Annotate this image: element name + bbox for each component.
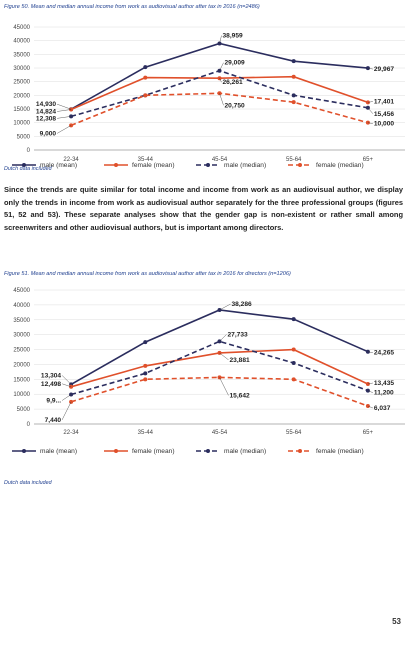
data-point xyxy=(143,377,147,381)
x-tick-label: 65+ xyxy=(362,430,373,436)
data-label: 24,265 xyxy=(373,349,395,357)
legend-swatch-marker xyxy=(206,449,210,453)
data-point xyxy=(69,393,73,397)
x-tick-label: 45-54 xyxy=(211,430,228,436)
data-point xyxy=(143,76,147,80)
label-leader-line xyxy=(57,116,71,118)
x-tick-label: 45-54 xyxy=(211,157,228,163)
x-tick-label: 22-34 xyxy=(63,430,79,436)
data-label: 20,750 xyxy=(224,102,245,110)
legend-swatch-marker xyxy=(114,163,118,167)
data-label: 15,642 xyxy=(229,392,250,400)
y-tick-label: 0 xyxy=(26,148,30,154)
y-tick-label: 0 xyxy=(26,422,30,428)
y-tick-label: 10000 xyxy=(13,392,30,399)
data-point xyxy=(292,317,296,321)
data-label: 15,456 xyxy=(373,110,395,118)
y-tick-label: 5000 xyxy=(16,134,30,141)
data-label: 26,261 xyxy=(222,79,243,87)
y-tick-label: 45000 xyxy=(13,288,30,294)
data-point xyxy=(143,340,147,344)
page-number: 53 xyxy=(392,617,401,626)
y-tick-label: 5000 xyxy=(16,407,30,414)
y-tick-label: 40000 xyxy=(13,38,30,45)
data-point xyxy=(292,75,296,79)
legend-label: female (mean) xyxy=(132,162,175,170)
label-leader-line xyxy=(220,353,229,360)
legend-label: male (mean) xyxy=(40,448,78,456)
label-leader-line xyxy=(57,104,71,109)
data-label: 10,000 xyxy=(373,120,395,128)
data-point xyxy=(143,65,147,69)
x-tick-label: 22-34 xyxy=(63,157,79,163)
x-tick-label: 35-44 xyxy=(137,157,153,163)
y-tick-label: 25000 xyxy=(13,79,30,86)
data-point xyxy=(292,93,296,97)
data-label: 23,881 xyxy=(229,356,250,364)
figure-50-chart xyxy=(0,14,407,174)
data-point xyxy=(143,364,147,368)
data-label: 27,733 xyxy=(227,331,248,339)
legend-label: male (median) xyxy=(224,162,267,170)
legend-swatch-marker xyxy=(22,449,26,453)
legend-swatch-marker xyxy=(298,449,302,453)
legend-label: female (mean) xyxy=(132,448,175,456)
label-leader-line xyxy=(57,109,71,111)
data-label: 9,9... xyxy=(46,397,62,405)
data-label: 6,037 xyxy=(373,405,391,413)
data-label: 7,440 xyxy=(44,416,62,424)
data-point xyxy=(292,361,296,365)
figure-51-note: Dutch data included xyxy=(4,480,52,486)
series-line xyxy=(71,377,368,406)
label-leader-line xyxy=(62,395,71,401)
y-tick-label: 30000 xyxy=(13,332,30,339)
data-point xyxy=(292,59,296,63)
body-paragraph: Since the trends are quite similar for total income and income from work as an audiovisual author, we display only the trends in income from work as audiovisual author separately for the three professional groups (figures 51, 52 and 53). These separate analyses show that the gender gap is non-existent or rather small among screenwriters and other audiovisual authors, but is important among directors. xyxy=(4,185,403,232)
data-label: 29,009 xyxy=(224,59,245,67)
legend-swatch-marker xyxy=(206,163,210,167)
series-line xyxy=(71,350,368,387)
x-tick-label: 55-64 xyxy=(286,430,302,436)
label-leader-line xyxy=(368,108,373,114)
data-label: 12,498 xyxy=(40,380,62,388)
y-tick-label: 15000 xyxy=(13,377,30,384)
y-tick-label: 20000 xyxy=(13,362,30,369)
data-point xyxy=(143,93,147,97)
data-label: 13,435 xyxy=(373,379,395,387)
data-point xyxy=(366,66,370,70)
data-label: 29,967 xyxy=(373,66,395,74)
legend-label: male (mean) xyxy=(40,162,78,170)
label-leader-line xyxy=(57,125,71,133)
data-point xyxy=(292,100,296,104)
figure-50-caption: Figure 50. Mean and median annual income from work as audiovisual author after tax in 2016 (n=2486) xyxy=(4,4,260,10)
y-tick-label: 15000 xyxy=(13,107,30,113)
data-label: 13,304 xyxy=(40,372,62,380)
data-label: 38,959 xyxy=(222,32,243,40)
legend-label: female (median) xyxy=(316,448,364,456)
y-tick-label: 35000 xyxy=(13,317,30,324)
data-point xyxy=(366,382,370,386)
y-tick-label: 20000 xyxy=(13,93,30,100)
data-point xyxy=(143,371,147,375)
label-leader-line xyxy=(62,402,71,420)
label-leader-line xyxy=(220,63,224,71)
legend-label: female (median) xyxy=(316,162,364,170)
figure-50-note: Dutch data included xyxy=(4,166,52,172)
label-leader-line xyxy=(220,377,229,395)
legend-swatch-marker xyxy=(114,449,118,453)
data-label: 38,286 xyxy=(231,300,252,308)
x-tick-label: 35-44 xyxy=(137,430,153,436)
y-tick-label: 35000 xyxy=(13,52,30,59)
figure-51-caption: Figure 51. Mean and median annual income from work as audiovisual author after tax in 2016 for directors (n=1206) xyxy=(4,271,291,277)
data-label: 14,930 xyxy=(35,101,57,109)
figure-51-chart xyxy=(0,281,407,473)
label-leader-line xyxy=(62,375,71,384)
data-label: 11,200 xyxy=(373,389,394,397)
data-label: 12,308 xyxy=(35,115,57,123)
data-label: 9,000 xyxy=(39,130,57,138)
data-point xyxy=(292,377,296,381)
data-label: 14,824 xyxy=(35,108,57,116)
x-tick-label: 65+ xyxy=(362,157,373,163)
legend-label: male (median) xyxy=(224,448,267,456)
data-label: 17,401 xyxy=(373,98,395,106)
y-tick-label: 30000 xyxy=(13,66,30,72)
label-leader-line xyxy=(220,334,227,341)
y-tick-label: 45000 xyxy=(13,25,30,31)
y-tick-label: 10000 xyxy=(13,120,30,127)
series-line xyxy=(71,93,368,125)
y-tick-label: 40000 xyxy=(13,302,30,309)
data-point xyxy=(292,348,296,352)
x-tick-label: 55-64 xyxy=(286,157,302,163)
legend-swatch-marker xyxy=(298,163,302,167)
y-tick-label: 25000 xyxy=(13,347,30,354)
